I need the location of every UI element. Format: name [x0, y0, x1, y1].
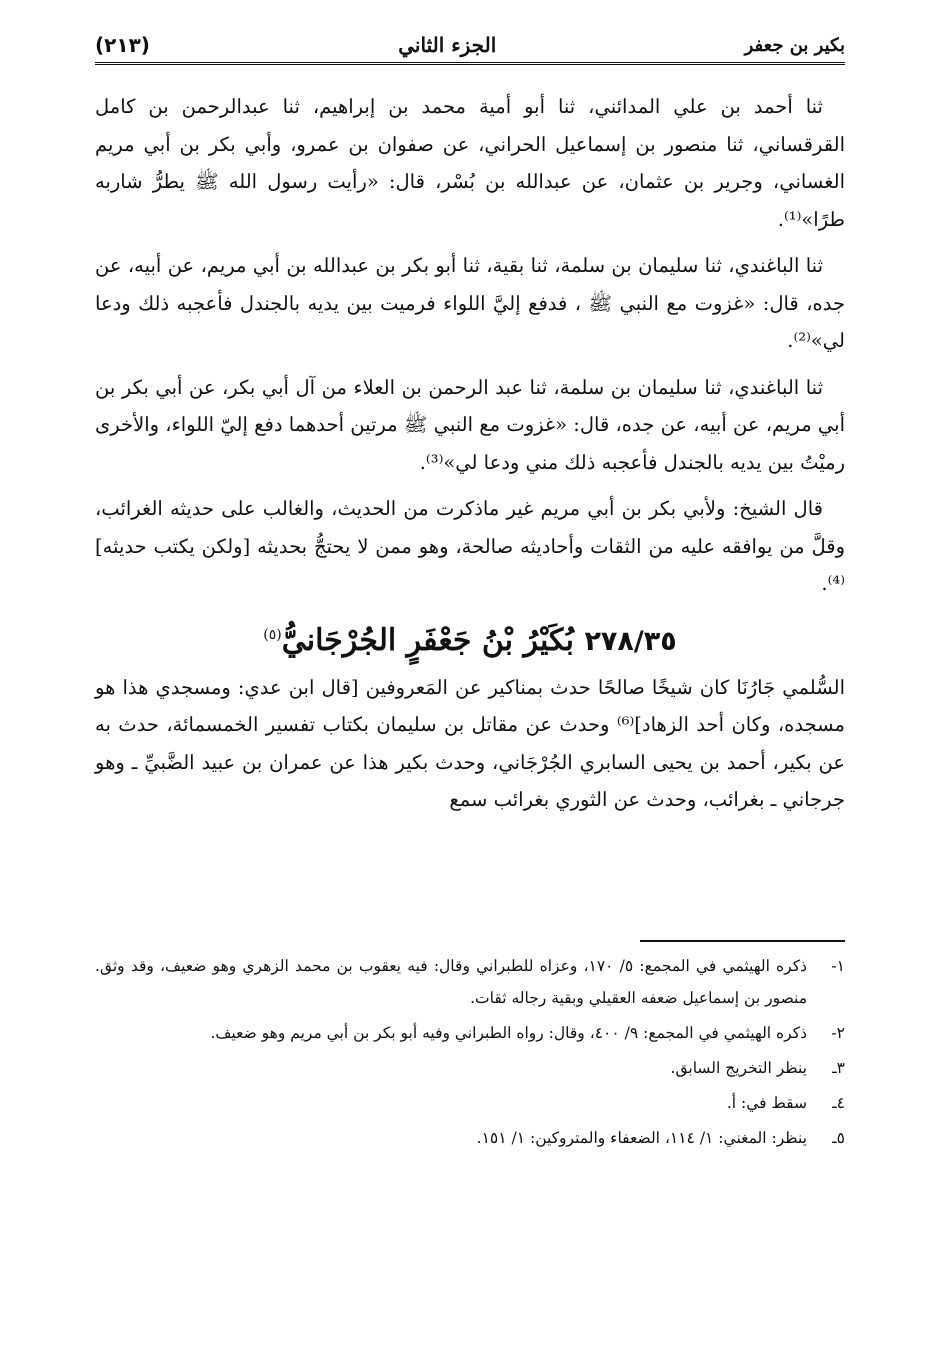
header-divider: [95, 62, 845, 65]
page-header: [95, 30, 845, 60]
footnotes: [95, 950, 845, 1157]
footnote-text: سقط في: أ.: [726, 1094, 807, 1112]
footnote-number: ٢-: [831, 1024, 845, 1042]
entry-heading: [95, 612, 845, 665]
running-title: بكير بن جعفر: [744, 34, 845, 56]
footnote-number: ٤ـ: [832, 1094, 845, 1112]
entry-name: بُكَيْرُ بْنُ جَعْفَرٍ الجُرْجَانيُّ: [281, 622, 574, 658]
footnote-number: ٣ـ: [832, 1059, 845, 1077]
entry-number: ٢٧٨/٣٥: [584, 625, 677, 657]
paragraph: ثنا الباغندي، ثنا سليمان بن سلمة، ثنا عبد الرحمن بن العلاء من آل أبي بكر، عن أبي بكر بن أبي مريم، عن أبيه، عن جده، قال: «غزوت مع النبي ﷺ مرتين أحدهما دفع إليّ اللواء، والأخرى رميْتُ بين يديه بالجندل فأعجبه ذلك مني ودعا لي»⁽³⁾.: [95, 375, 845, 474]
paragraph: ثنا أحمد بن علي المدائني، ثنا أبو أمية محمد بن إبراهيم، ثنا عبدالرحمن بن كامل القرقساني، ثنا منصور بن إسماعيل الحراني، عن صفوان بن عمرو، وأبي بكر بن أبي مريم الغساني، وجرير بن عثمان، عن عبدالله بن بُسْر، قال: «رأيت رسول الله ﷺ يطرُّ شاربه طرًا»⁽¹⁾.: [95, 95, 845, 231]
footnote-text: ينظر التخريج السابق.: [670, 1059, 807, 1077]
part-title: الجزء الثاني: [398, 33, 497, 57]
footnote: [95, 1087, 845, 1119]
footnote: [95, 1017, 845, 1049]
footnote-text: ذكره الهيثمي في المجمع: ٥/ ١٧٠، وعزاه للطبراني وقال: فيه يعقوب بن محمد الزهري وهو ضعيف، وقد وثق. منصور بن إسماعيل ضعفه العقيلي وبقية رجاله ثقات.: [95, 957, 808, 1007]
paragraph: قال الشيخ: ولأبي بكر بن أبي مريم غير ماذكرت من الحديث، والغالب على حديثه الغرائب، وقلَّ من يوافقه عليه من الثقات وأحاديثه صالحة، وهو ممن لا يحتجُّ بحديثه [ولكن يكتب حديثه]⁽⁴⁾.: [95, 497, 845, 595]
footnote: [95, 950, 845, 1014]
page-number: (٢١٣): [95, 33, 150, 57]
paragraph: ثنا الباغندي، ثنا سليمان بن سلمة، ثنا بقية، ثنا أبو بكر بن عبدالله بن أبي مريم، عن أبيه، عن جده، قال: «غزوت مع النبي ﷺ ، فدفع إليَّ اللواء فرميت بين يديه بالجندل فأعجبه ذلك ودعا لي»⁽²⁾.: [95, 254, 845, 352]
footnote-text: ذكره الهيثمي في المجمع: ٩/ ٤٠٠، وقال: رواه الطبراني وفيه أبو بكر بن أبي مريم وهو ضعيف.: [210, 1024, 807, 1042]
entry-paragraph: السُّلمي جَارُنَا كان شيخًا صالحًا حدث بمناكير عن المَعروفين [قال ابن عدي: ومسجدي هذا هو مسجده، وكان أحد الزهاد]⁽⁶⁾ وحدث عن مقاتل بن سليمان بكتاب تفسير الخمسمائة، حدث به عن بكير، أحمد بن يحيى السابري الجُرْجَاني، وحدث بكير هذا عن عمران بن عبيد الضَّبيِّ ـ وهو جرجاني ـ بغرائب، وحدث عن الثوري بغرائب سمع: [95, 675, 845, 811]
entry-footnote-ref: (٥): [263, 626, 282, 643]
footnote: [95, 1052, 845, 1084]
footnote-number: ٥ـ: [832, 1129, 845, 1147]
footnote-number: ١-: [831, 957, 845, 975]
footnote: [95, 1122, 845, 1154]
footnote-text: ينظر: المغني: ١/ ١١٤، الضعفاء والمتروكين: ١/ ١٥١.: [476, 1129, 807, 1147]
main-text: [95, 88, 845, 828]
footnote-divider: [640, 940, 845, 942]
